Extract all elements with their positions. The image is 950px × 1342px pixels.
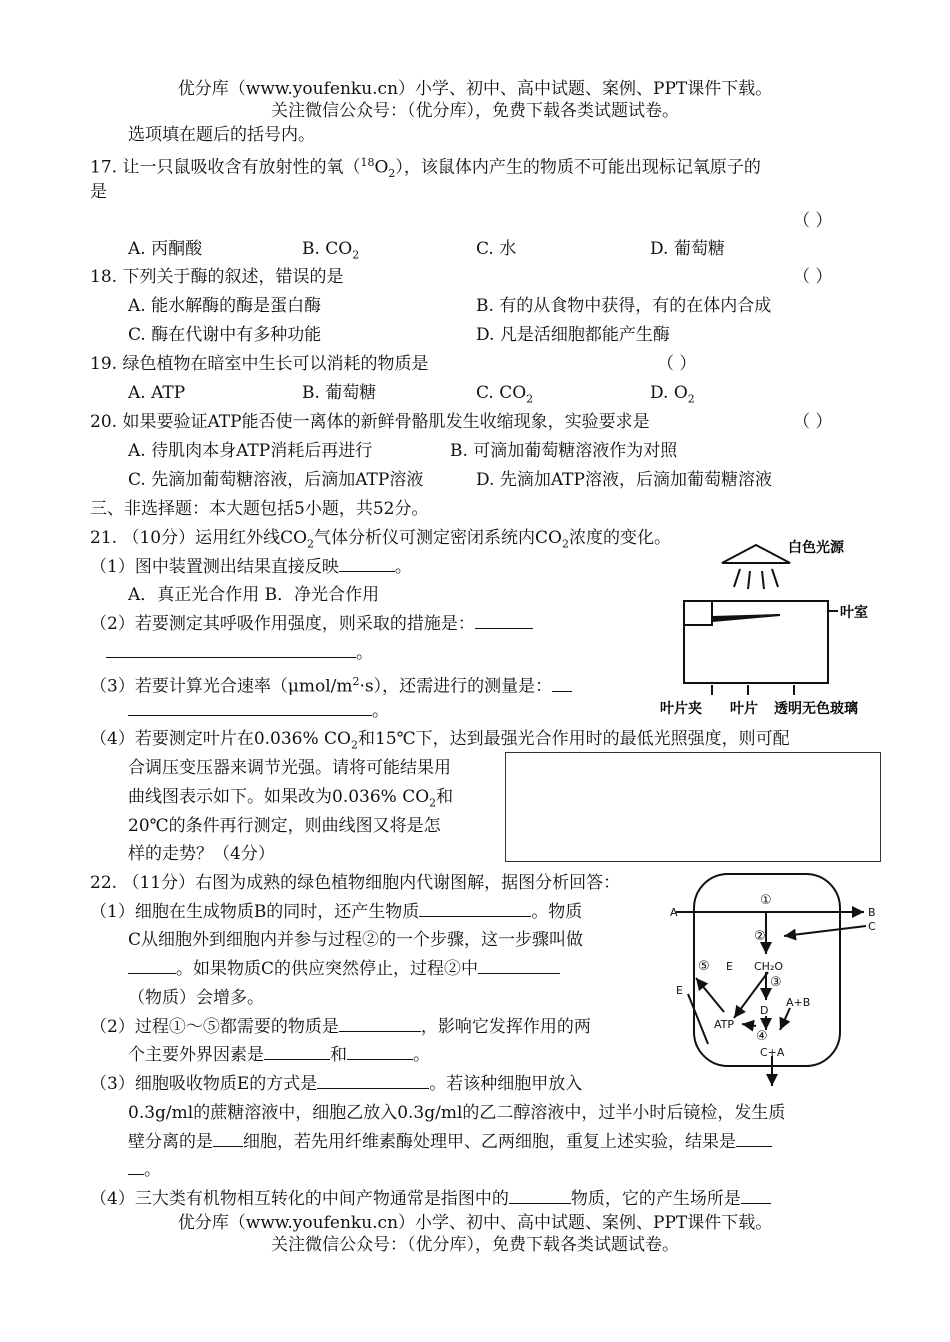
q22-blank-1a[interactable] [419, 902, 531, 917]
q17-option-b: B. $CO_2$ [302, 239, 360, 262]
q18-answer-paren: （ ） [793, 267, 833, 287]
footer-line-1: 优分库（www.youfenku.cn）小学、初中、高中试题、案例、PPT课件下载。 [177, 1213, 773, 1233]
section-3-heading: 三、非选择题：本大题包括5小题，共52分。 [90, 499, 429, 519]
intro-text: 选项填在题后的括号内。 [128, 125, 315, 145]
q22-blank-1b[interactable] [128, 959, 176, 974]
arrow-to-atp [742, 1024, 756, 1026]
q17-option-a: A. 丙酮酸 [128, 239, 203, 259]
process-3: ③ [770, 975, 782, 990]
cell-label-atp: ATP [714, 1018, 735, 1031]
q21-stem: 21. （10分）运用红外线$CO_2$气体分析仪可测定密闭系统内$CO_2$浓度的变化。 [90, 528, 671, 551]
q22-blank-2c[interactable] [347, 1045, 413, 1060]
q21-part3-cont: 。 [128, 700, 389, 722]
q22-part4: （4）三大类有机物相互转化的中间产物通常是指图中的 物质，它的产生场所是 [90, 1188, 771, 1210]
q19-answer-paren: （ ） [657, 354, 697, 374]
cell-label-c: C [868, 920, 876, 933]
q17-option-c: C. 水 [476, 239, 517, 259]
q20-option-b: B. 可滴加葡萄糖溶液作为对照 [450, 441, 678, 461]
leaf-clip [684, 601, 712, 625]
cell-label-e2: E [676, 984, 683, 997]
q21-part2-cont: 。 [106, 642, 373, 664]
q21-blank-3b[interactable] [128, 701, 372, 716]
q21-part3: （3）若要计算光合速率$(\mu mol/m^2\cdot s)$，还需进行的测量是： [90, 671, 572, 698]
q22-blank-2a[interactable] [339, 1017, 421, 1032]
q21-part1-options: A．真正光合作用 B．净光合作用 [128, 585, 380, 605]
light-source-label: 白色光源 [788, 540, 844, 556]
q19-option-b: B. 葡萄糖 [302, 383, 377, 403]
q22-part3-line2: 0.3g/ml的蔗糖溶液中，细胞乙放入0.3g/ml的乙二醇溶液中，过半小时后镜检，发生质 [128, 1103, 786, 1123]
leaf-icon [712, 615, 780, 621]
leaf-clip-label: 叶片夹 [660, 701, 702, 717]
q18-option-a: A. 能水解酶的酶是蛋白酶 [128, 296, 322, 316]
q22-part1: （1）细胞在生成物质B的同时，还产生物质 。物质 [90, 902, 583, 922]
process-4: ④ [756, 1029, 768, 1044]
q17-answer-paren: （ ） [793, 211, 833, 231]
q21-blank-3a[interactable] [552, 677, 572, 692]
q22-blank-4b[interactable] [741, 1189, 771, 1204]
q18-stem: 18. 下列关于酶的叙述，错误的是 [90, 267, 344, 287]
arrow-c-in [784, 926, 866, 936]
cell-label-ch2o: CH₂O [754, 960, 784, 973]
glass-label: 透明无色玻璃 [774, 701, 858, 717]
leaf-chamber-label: 叶室 [840, 605, 868, 621]
header-line-2: 关注微信公众号：（优分库），免费下载各类试题试卷。 [271, 101, 679, 121]
q22-part1-line3: 。如果物质C的供应突然停止，过程②中 [128, 958, 560, 980]
q20-option-a: A. 待肌肉本身ATP消耗后再进行 [128, 441, 373, 461]
q18-option-b: B. 有的从食物中获得，有的在体内合成 [476, 296, 772, 316]
q22-part1-line2: C从细胞外到细胞内并参与过程②的一个步骤，这一步骤叫做 [128, 930, 584, 950]
q20-option-c: C. 先滴加葡萄糖溶液，后滴加ATP溶液 [128, 470, 424, 490]
q20-option-d: D. 先滴加ATP溶液，后滴加葡萄糖溶液 [476, 470, 772, 490]
cell-label-d: D [760, 1004, 769, 1017]
q22-blank-3d[interactable] [128, 1160, 144, 1175]
leaf-label: 叶片 [730, 701, 758, 717]
cell-label-e1: E [726, 960, 733, 973]
q18-option-c: C. 酶在代谢中有多种功能 [128, 325, 322, 345]
q21-part4-line3: 曲线图表示如下。如果改为0.036% $CO_2$和 [128, 787, 454, 810]
q21-blank-1[interactable] [339, 557, 395, 572]
q21-part4-line4: 20℃的条件再行测定，则曲线图又将是怎 [128, 816, 441, 836]
process-1: ① [760, 893, 772, 908]
footer-line-2: 关注微信公众号：（优分库），免费下载各类试题试卷。 [271, 1235, 679, 1255]
q18-option-d: D. 凡是活细胞都能产生酶 [476, 325, 670, 345]
leaf-chamber [684, 601, 828, 683]
q20-stem: 20. 如果要验证ATP能否使一离体的新鲜骨骼肌发生收缩现象，实验要求是 [90, 412, 650, 432]
light-rays-icon [734, 569, 778, 589]
q22-part3-line3: 壁分离的是 细胞，若先用纤维素酶处理甲、乙两细胞，重复上述实验，结果是 [128, 1131, 772, 1153]
q20-answer-paren: （ ） [793, 412, 833, 432]
lamp-shade-icon [722, 545, 790, 563]
q21-part2: （2）若要测定其呼吸作用强度，则采取的措施是： [90, 613, 533, 635]
q22-blank-3a[interactable] [317, 1074, 429, 1089]
q22-blank-3b[interactable] [213, 1132, 243, 1147]
q22-blank-3c[interactable] [736, 1132, 772, 1147]
cell-metabolism-diagram [668, 868, 882, 1094]
cell-label-a: A [670, 906, 678, 919]
q22-part2-line2: 个主要外界因素是 和 。 [128, 1045, 430, 1065]
q22-stem: 22. （11分）右图为成熟的绿色植物细胞内代谢图解，据图分析回答： [90, 873, 621, 893]
q21-graph-answer-box[interactable] [505, 752, 881, 862]
q21-part4-line2: 合调压变压器来调节光强。请将可能结果用 [128, 758, 451, 778]
q21-blank-2a[interactable] [475, 614, 533, 629]
q22-part1-line4: （物质）会增多。 [128, 988, 264, 1008]
q21-part1: （1）图中装置测出结果直接反映 。 [90, 557, 412, 577]
cell-label-ab: A+B [786, 996, 811, 1009]
q22-blank-2b[interactable] [264, 1045, 330, 1060]
q19-option-a: A. ATP [128, 383, 186, 403]
q21-part4-line5: 样的走势？（4分） [128, 844, 275, 864]
q19-stem: 19. 绿色植物在暗室中生长可以消耗的物质是 [90, 354, 429, 374]
header-line-1: 优分库（www.youfenku.cn）小学、初中、高中试题、案例、PPT课件下载。 [177, 79, 773, 99]
q19-option-c: C. $CO_2$ [476, 383, 534, 406]
cell-label-ca: C+A [760, 1046, 785, 1059]
arrow-e-line [688, 994, 708, 1044]
process-5: ⑤ [698, 959, 710, 974]
q21-blank-2b[interactable] [106, 643, 356, 658]
q22-blank-4a[interactable] [509, 1189, 571, 1204]
process-2: ② [754, 929, 766, 944]
q17-stem: 17. 让一只鼠吸收含有放射性的氧$(^{18}O_2)$，该鼠体内产生的物质不可能出现标记氧原子的 [90, 156, 761, 181]
q22-blank-1c[interactable] [478, 959, 560, 974]
q19-option-d: D. $O_2$ [650, 383, 695, 406]
q17-option-d: D. 葡萄糖 [650, 239, 725, 259]
co2-apparatus-diagram [660, 535, 885, 725]
cell-label-b: B [868, 906, 876, 919]
q22-part2: （2）过程①～⑤都需要的物质是 ，影响它发挥作用的两 [90, 1017, 591, 1037]
q17-stem-cont: 是 [90, 182, 107, 202]
arrow-to-e-left [696, 978, 724, 1012]
q22-part3-line4: 。 [128, 1159, 161, 1181]
q21-part4: （4）若要测定叶片在0.036% $CO_2$和15℃下，达到最强光合作用时的最低光照强度，则可配 [90, 729, 790, 752]
arrow-ab-down [780, 1008, 790, 1030]
q22-part3: （3）细胞吸收物质E的方式是 。若该种细胞甲放入 [90, 1074, 583, 1094]
